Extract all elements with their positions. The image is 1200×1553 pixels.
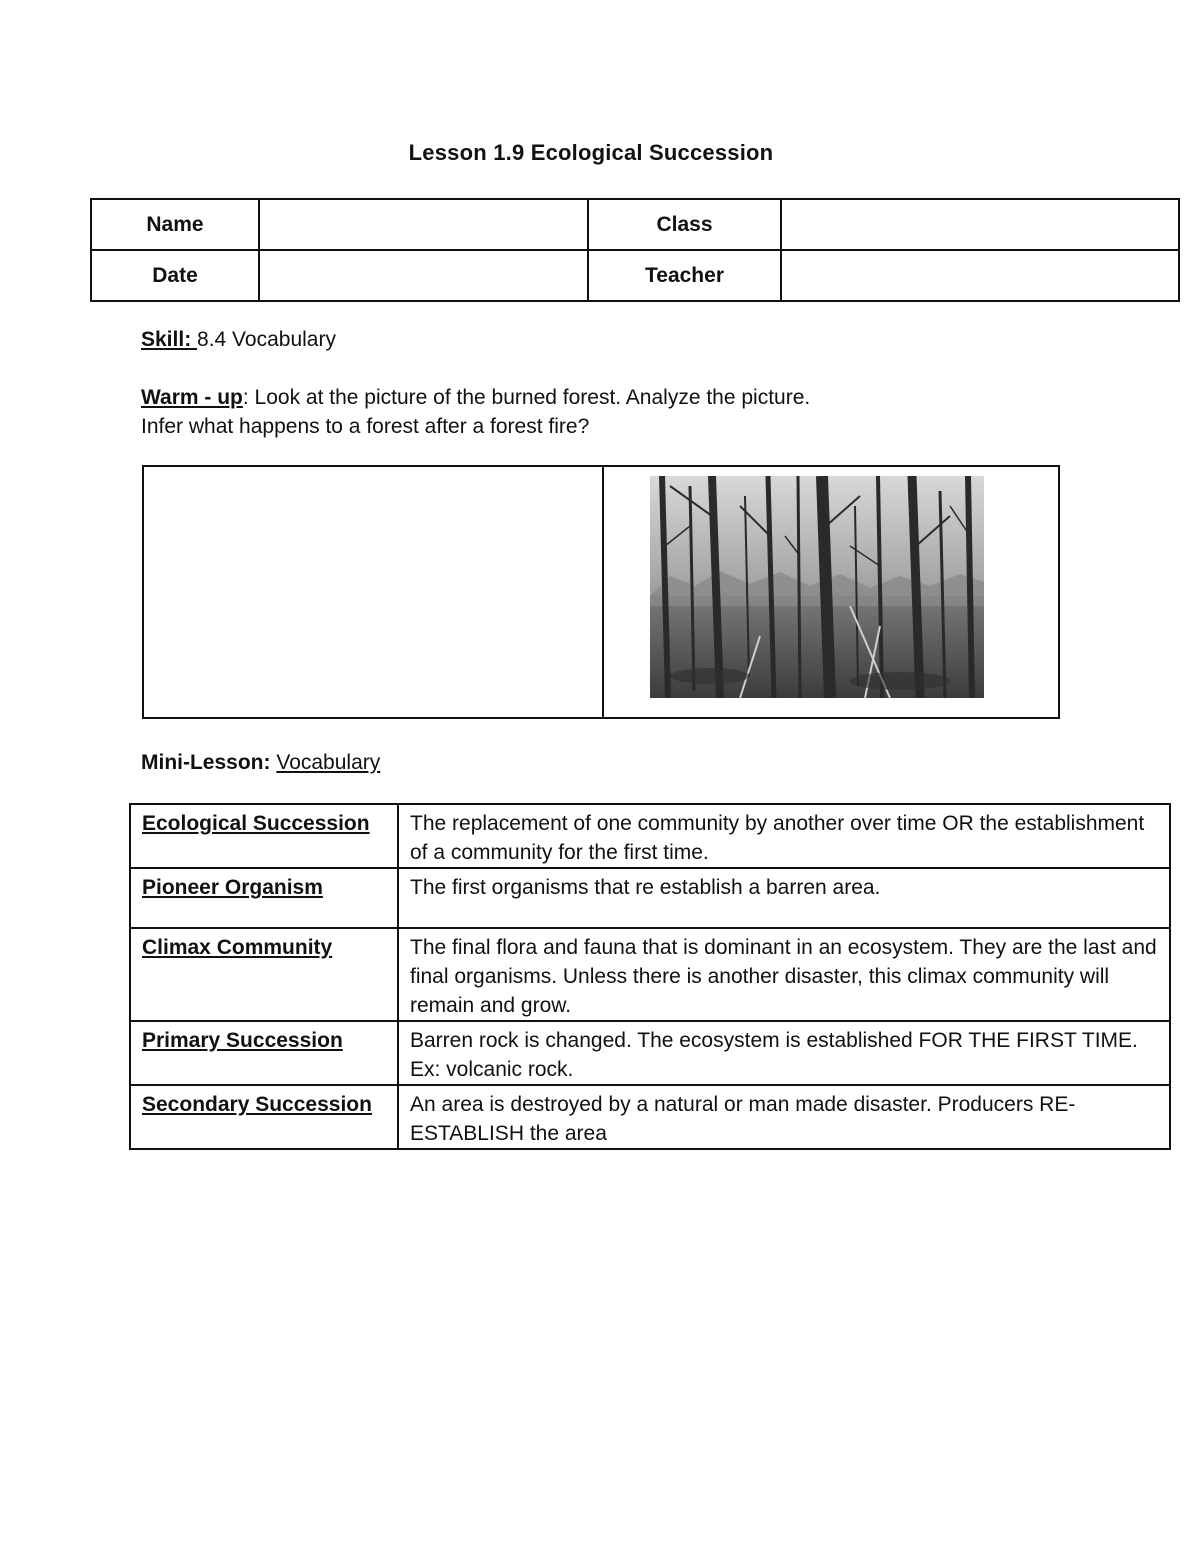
- burned-forest-image: [650, 476, 984, 698]
- skill-line: [141, 325, 336, 354]
- vocab-term: Secondary Succession: [130, 1085, 398, 1149]
- skill-label: Skill:: [141, 328, 198, 351]
- warm-up-line: [141, 383, 810, 412]
- table-row: [130, 1021, 1170, 1085]
- warm-up-prompt: : Look at the picture of the burned forest. Analyze the picture.: [242, 386, 811, 409]
- skill-value: 8.4 Vocabulary: [197, 328, 336, 351]
- date-field[interactable]: [259, 250, 588, 301]
- student-info-table: [90, 198, 1180, 302]
- teacher-label: Teacher: [588, 250, 781, 301]
- teacher-field[interactable]: [781, 250, 1179, 301]
- vocab-term: Pioneer Organism: [130, 868, 398, 928]
- vocab-term: Climax Community: [130, 928, 398, 1021]
- vocab-definition: The first organisms that re establish a barren area.: [398, 868, 1170, 928]
- vocab-term: Primary Succession: [130, 1021, 398, 1085]
- vocab-definition: The final flora and fauna that is dominant in an ecosystem. They are the last and final organisms. Unless there is another disaster, this climax community will remain and grow.: [398, 928, 1170, 1021]
- mini-lesson-label: Mini-Lesson:: [141, 751, 277, 774]
- warm-up-box: [142, 465, 1060, 719]
- table-row: [130, 928, 1170, 1021]
- class-label: Class: [588, 199, 781, 250]
- table-row: [130, 1085, 1170, 1149]
- name-field[interactable]: [259, 199, 588, 250]
- vocab-definition: Barren rock is changed. The ecosystem is established FOR THE FIRST TIME. Ex: volcanic rock.: [398, 1021, 1170, 1085]
- vocab-definition: An area is destroyed by a natural or man made disaster. Producers RE-ESTABLISH the area: [398, 1085, 1170, 1149]
- warm-up-divider: [602, 467, 604, 717]
- date-label: Date: [91, 250, 259, 301]
- page-title: Lesson 1.9 Ecological Succession: [408, 140, 774, 165]
- name-label: Name: [91, 199, 259, 250]
- table-row: [130, 804, 1170, 868]
- table-row: [130, 868, 1170, 928]
- warm-up-prompt-continued: Infer what happens to a forest after a forest fire?: [141, 415, 590, 438]
- mini-lesson-line: [141, 748, 380, 777]
- mini-lesson-value: Vocabulary: [276, 751, 381, 774]
- vocab-term: Ecological Succession: [130, 804, 398, 868]
- warm-up-label: Warm - up: [141, 386, 243, 409]
- warm-up-answer-area[interactable]: [144, 467, 600, 717]
- class-field[interactable]: [781, 199, 1179, 250]
- vocab-definition: The replacement of one community by another over time OR the establishment of a community for the first time.: [398, 804, 1170, 868]
- vocabulary-table: [129, 803, 1171, 1150]
